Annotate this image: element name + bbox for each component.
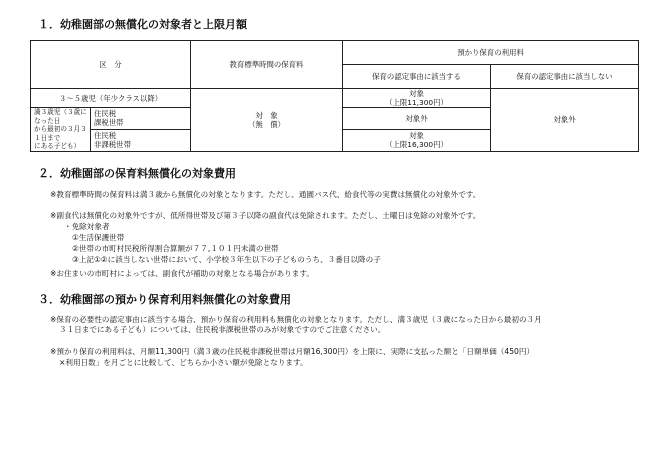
exempt-item-1: ①生活保護世帯 — [72, 233, 125, 242]
value-not-applicable: 対象外 — [491, 89, 639, 152]
section-1-title: １．幼稚園部の無償化の対象者と上限月額 — [38, 18, 247, 31]
section-2-note-3: ※お住まいの市町村によっては、副食代が補助の対象となる場合があります。 — [50, 269, 314, 278]
standard-fee-value: 対 象 （無 償） — [191, 89, 343, 152]
section-2-title: ２．幼稚園部の保育料無償化の対象費用 — [38, 167, 236, 180]
header-standard-fee: 教育標準時間の保育料 — [191, 41, 343, 89]
row-age3-label: 満３歳児（３歳になった日 から最初の３月３１日まで にある子ども） — [31, 108, 91, 152]
exempt-heading: ・免除対象者 — [64, 222, 110, 231]
section-3-note-1-line-2: ３１日までにある子ども）については、住民税非課税世帯のみが対象ですのでご注意ください。 — [59, 325, 386, 334]
header-azukari-fee: 預かり保育の利用料 — [343, 41, 639, 65]
section-3-note-1-line-1: ※保育の必要性の認定事由に該当する場合、預かり保育の利用料も無償化の対象となります。ただし、満３歳児（３歳になった日から最初の３月 — [50, 315, 542, 324]
section-2-note-1: ※教育標準時間の保育料は満３歳から無償化の対象となります。ただし、通園バス代、給食代等の実費は無償化の対象外です。 — [50, 190, 481, 199]
section-3-note-2-line-2: ×利用日数」を月ごとに比較して、どちらか小さい額が免除となります。 — [59, 358, 308, 367]
value-taxed: 対象外 — [343, 108, 491, 130]
header-not-applicable: 保育の認定事由に該当しない — [491, 65, 639, 89]
section-3-note-2-line-1: ※預かり保育の利用料は、月額11,300円（満３歳の住民税非課税世帯は月額16,300円）を上限に、実際に支払った額と「日額単価（450円） — [50, 347, 535, 356]
section-2-note-2: ※副食代は無償化の対象外ですが、低所得世帯及び第３子以降の副食代は免除されます。ただし、土曜日は免除の対象外です。 — [50, 211, 481, 220]
row-exempt-label: 住民税 非課税世帯 — [91, 129, 191, 151]
row-3to5-label: ３～５歳児（年少クラス以降） — [31, 89, 191, 108]
header-kubun: 区 分 — [31, 41, 191, 89]
row-taxed-label: 住民税 課税世帯 — [91, 108, 191, 130]
section-3-title: ３．幼稚園部の預かり保育利用料無償化の対象費用 — [38, 293, 291, 306]
value-3to5: 対象 （上限11,300円） — [343, 89, 491, 108]
eligibility-table — [30, 40, 639, 152]
value-exempt: 対象 （上限16,300円） — [343, 129, 491, 151]
header-applicable: 保育の認定事由に該当する — [343, 65, 491, 89]
exempt-item-3: ③上記①②に該当しない世帯において、小学校３年生以下の子どものうち、３番目以降の子 — [72, 255, 381, 264]
exempt-item-2: ②世帯の市町村民税所得割合算額が７７,１０１円未満の世帯 — [72, 244, 279, 253]
